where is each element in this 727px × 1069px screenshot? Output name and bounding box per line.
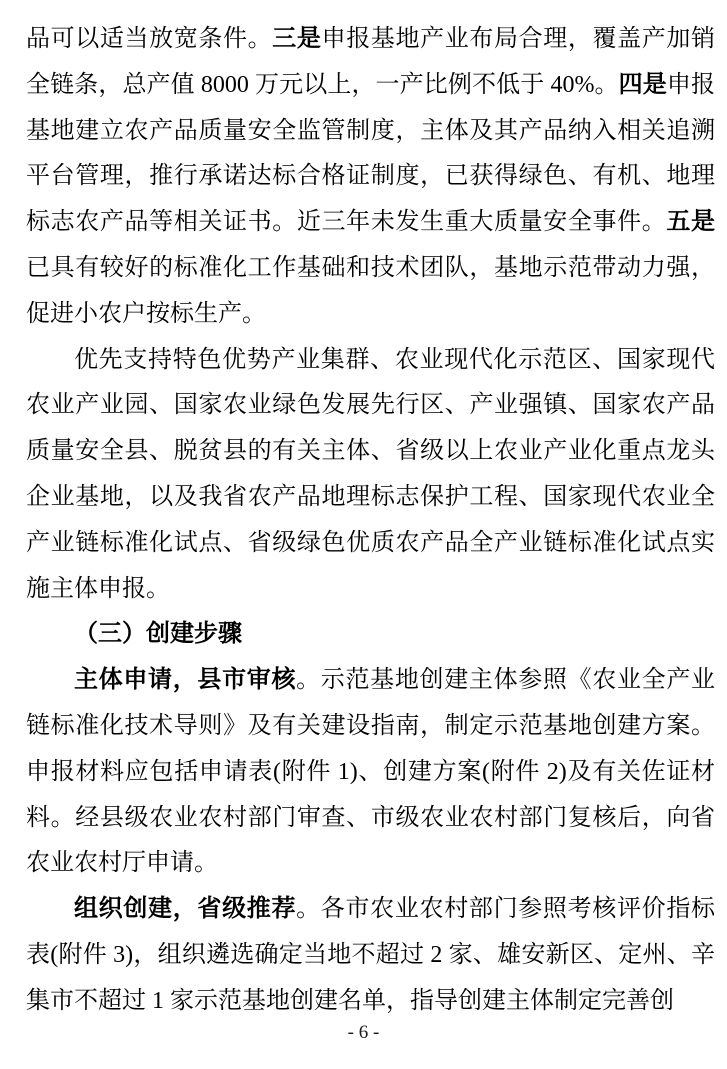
text-run: 。示范基地创建主体参照《农业全产业链标准化技术导则》及有关建设指南，制定示范基地创建方案。申报材料应包括申请表(附件 1)、创建方案(附件 2)及有关佐证材料。经县级农业农村部门审查、市级农业农村部门复核后，向省农业农村厅申请。 — [26, 667, 716, 877]
text-run-lead-bold: 组织创建，省级推荐 — [74, 896, 297, 923]
paragraph-subject-application-review — [26, 658, 715, 887]
heading-text: （三）创建步骤 — [74, 621, 242, 648]
text-run: 申报基地产业布局合理，覆盖产加销全链条，总产值 8000 万元以上，一产比例不低于 40%。 — [26, 26, 716, 98]
paragraph-organize-recommend — [26, 887, 715, 1024]
text-run: 。各市农业农村部门参照考核评价指标表(附件 3)，组织遴选确定当地不超过 2 家、雄安新区、定州、辛集市不超过 1 家示范基地创建名单，指导创建主体制定完善创 — [26, 896, 716, 1014]
text-run: 优先支持特色优势产业集群、农业现代化示范区、国家现代农业产业园、国家农业绿色发展先行区、产业强镇、国家农产品质量安全县、脱贫县的有关主体、省级以上农业产业化重点龙头企业基地，以及我省农产品地理标志保护工程、国家现代农业全产业链标准化试点、省级绿色优质农产品全产业链标准化试点实施主体申报。 — [26, 346, 715, 602]
text-run-lead-bold: 主体申请，县市审核 — [74, 667, 297, 694]
document-body — [26, 17, 715, 1025]
text-run: 申报基地建立农产品质量安全监管制度，主体及其产品纳入相关追溯平台管理，推行承诺达标合格证制度，已获得绿色、有机、地理标志农产品等相关证书。近三年未发生重大质量安全事件。 — [26, 71, 716, 236]
text-run-emphasis-three: 三是 — [272, 26, 322, 52]
text-run-emphasis-five: 五是 — [666, 209, 716, 236]
page-number: - 6 - — [347, 1022, 380, 1043]
section-heading-creation-steps — [26, 612, 715, 658]
text-run: 已具有较好的标准化工作基础和技术团队，基地示范带动力强，促进小农户按标生产。 — [26, 254, 715, 327]
paragraph-application-conditions — [26, 17, 715, 338]
text-run: 品可以适当放宽条件。 — [26, 26, 273, 52]
paragraph-priority-support — [26, 338, 715, 613]
text-run-emphasis-four: 四是 — [618, 71, 667, 98]
